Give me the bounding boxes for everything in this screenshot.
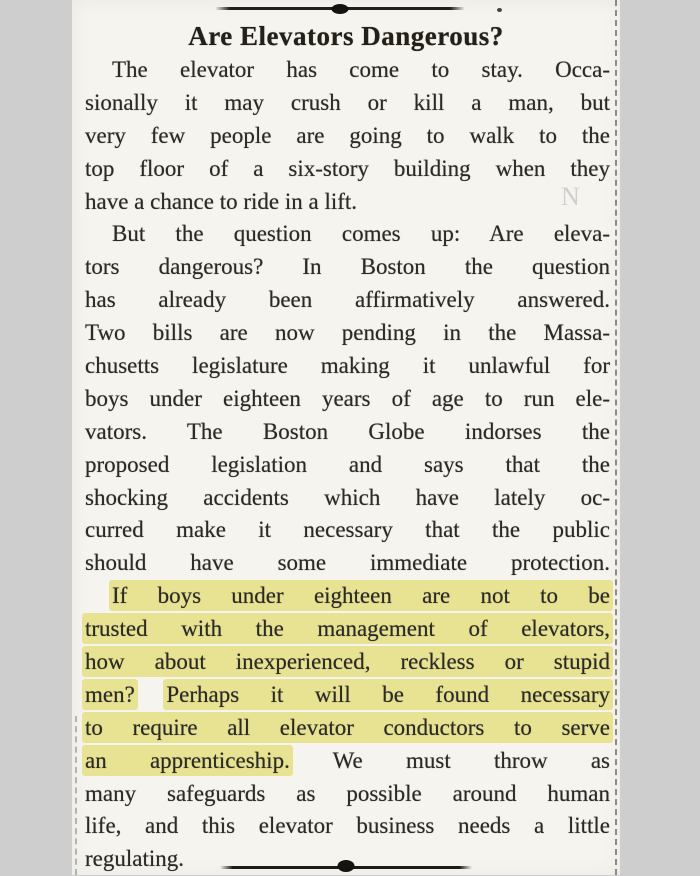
text-segment: have a chance to ride in a lift. <box>85 188 358 214</box>
text-segment: proposed legislation and says that the <box>85 451 610 477</box>
text-segment: shocking accidents which have lately oc- <box>85 484 610 510</box>
column-rule-right <box>615 0 617 875</box>
bottom-divider-rule <box>220 866 472 869</box>
highlighted-text: trusted with the management of elevators, <box>85 616 610 642</box>
column-rule-left <box>75 716 77 875</box>
text-segment: tors dangerous? In Boston the question <box>85 254 610 280</box>
text-segment: The elevator has come to stay. Occa- <box>112 57 610 82</box>
text-line <box>85 547 610 580</box>
text-line <box>85 350 610 383</box>
text-segment: many safeguards as possible around human <box>85 780 610 806</box>
highlighted-text: to require all elevator conductors to serve <box>85 714 610 740</box>
text-line <box>85 120 610 153</box>
text-line <box>85 810 610 843</box>
article-title: Are Elevators Dangerous? <box>188 21 504 51</box>
text-segment: has already been affirmatively answered. <box>85 287 610 313</box>
text-segment: chusetts legislature making it unlawful for <box>85 353 610 379</box>
text-line <box>85 153 610 186</box>
text-segment: should have some immediate protection. <box>85 550 610 576</box>
text-line <box>85 317 610 350</box>
text-segment: We must throw as <box>332 747 611 773</box>
text-line <box>85 745 610 778</box>
text-line <box>85 482 610 515</box>
text-line <box>85 87 610 120</box>
text-line <box>85 778 610 811</box>
highlighted-text: an apprenticeship. <box>85 747 290 773</box>
text-segment: top floor of a six-story building when they <box>85 155 610 181</box>
text-line <box>85 416 610 449</box>
highlighted-text: men? <box>85 681 135 707</box>
top-divider-rule <box>215 7 465 10</box>
text-line <box>85 284 610 317</box>
text-line <box>85 251 610 284</box>
highlighted-text: how about inexperienced, reckless or stupid <box>85 649 610 675</box>
text-segment: regulating. <box>85 846 184 872</box>
divider-dot <box>497 8 502 12</box>
highlighted-text: If boys under eighteen are not to be <box>112 583 610 609</box>
text-segment: vators. The Boston Globe indorses the <box>85 418 610 444</box>
text-segment: very few people are going to walk to the <box>85 122 610 148</box>
text-line <box>85 712 610 745</box>
text-line <box>85 646 610 679</box>
newspaper-clipping <box>72 0 620 875</box>
text-line <box>85 679 610 712</box>
highlighted-text: Perhaps it will be found necessary <box>166 681 610 707</box>
text-line <box>85 514 610 547</box>
text-line <box>85 54 610 87</box>
text-line <box>85 186 610 219</box>
text-segment: curred make it necessary that the public <box>85 517 610 543</box>
text-line <box>85 580 610 613</box>
text-segment: Two bills are now pending in the Massa- <box>85 320 610 346</box>
text-line <box>85 449 610 482</box>
text-segment: life, and this elevator business needs a little <box>85 813 610 839</box>
text-segment: But the question comes up: Are eleva- <box>112 221 610 247</box>
text-segment: boys under eighteen years of age to run ele- <box>85 385 610 411</box>
watermark-n: N <box>561 182 580 211</box>
text-line <box>85 218 610 251</box>
text-line <box>85 613 610 646</box>
text-segment: sionally it may crush or kill a man, but <box>85 89 610 115</box>
article-body <box>85 54 610 876</box>
text-line <box>85 383 610 416</box>
